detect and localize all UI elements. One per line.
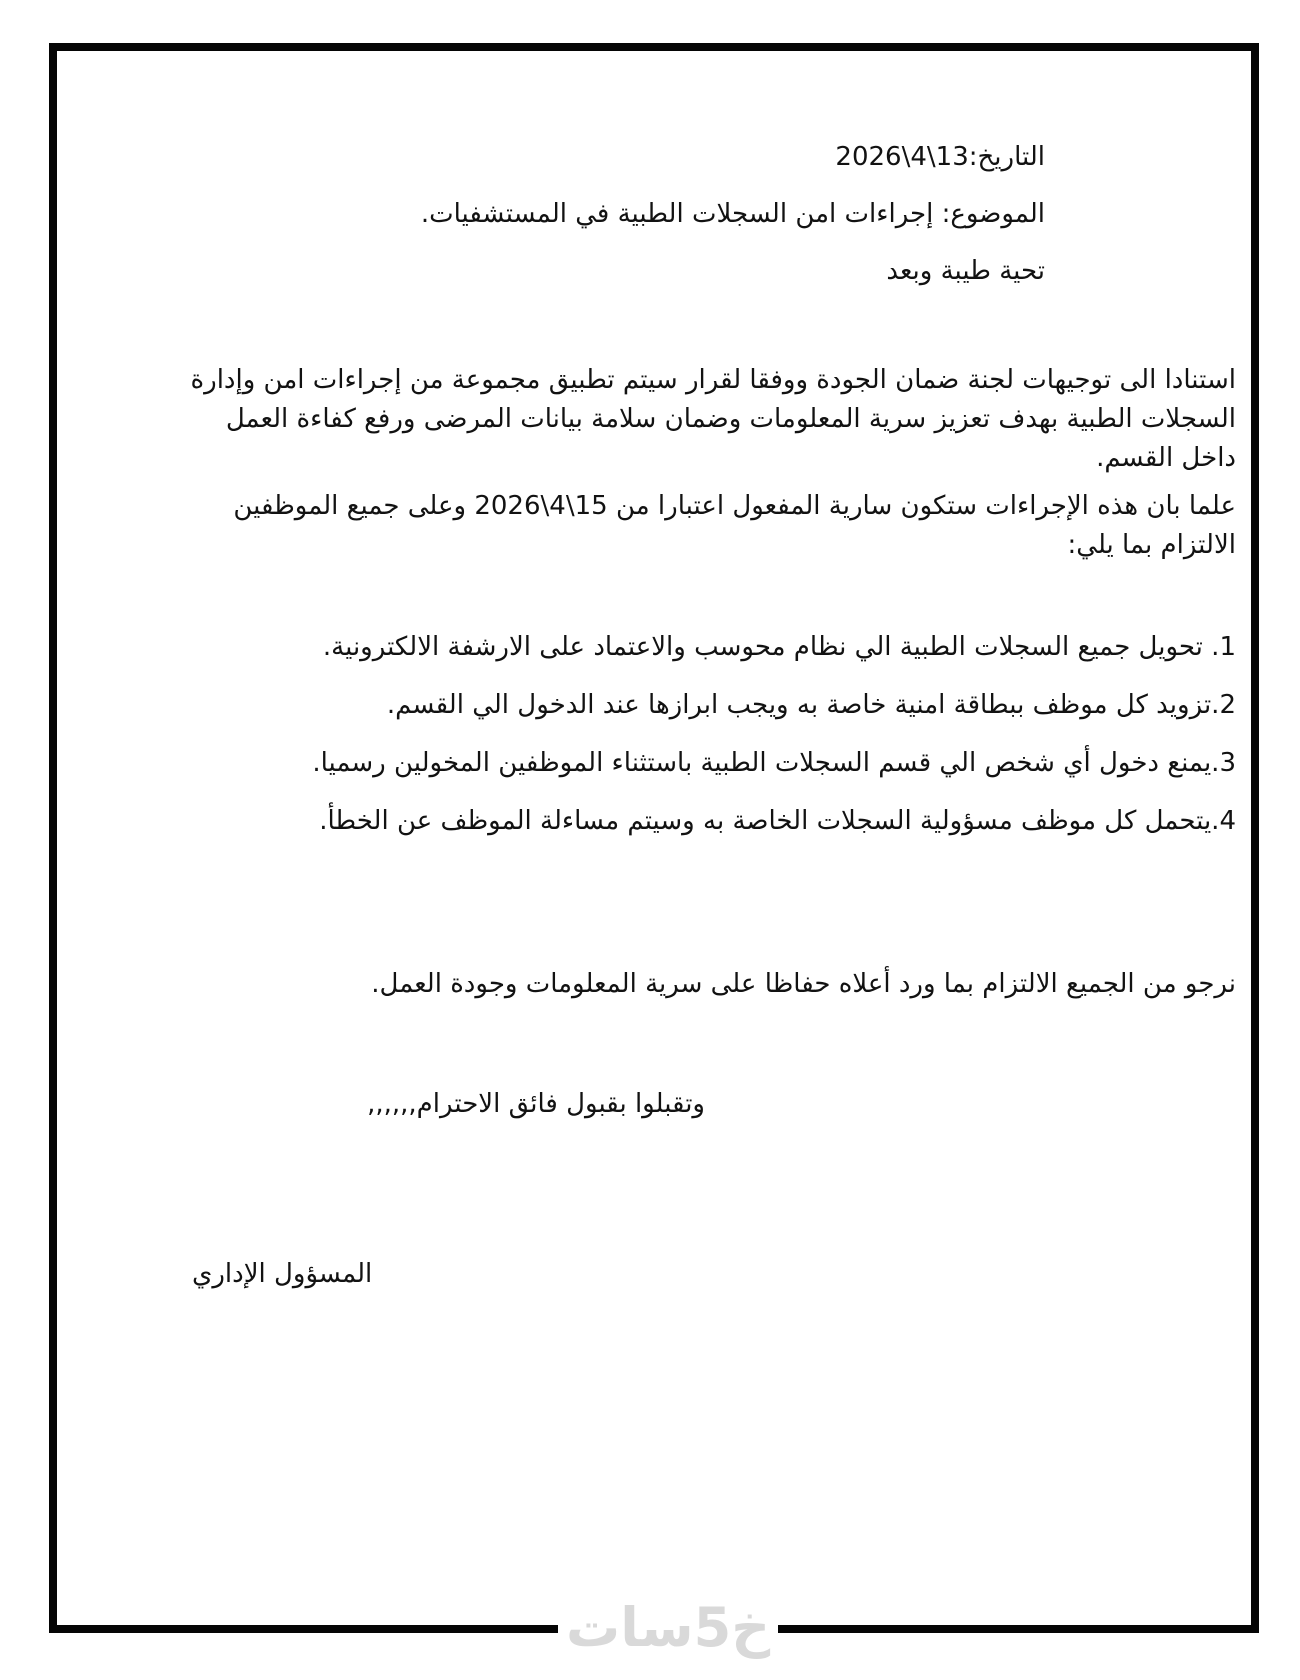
procedures-list [177,628,1236,841]
letter-body [57,51,1251,1625]
effective-date-paragraph: علما بان هذه الإجراءات ستكون سارية المفعول اعتبارا من 15\4\2026 وعلى جميع الموظفين الالتزام بما يلي: [233,491,1236,560]
khamsat-watermark: خ5سات [558,1593,778,1663]
procedure-item-2: 2.تزويد كل موظف ببطاقة امنية خاصة به ويجب ابرازها عند الدخول الي القسم. [386,690,1236,720]
request-line: نرجو من الجميع الالتزام بما ورد أعلاه حفاظا على سرية المعلومات وجودة العمل. [371,969,1236,999]
subject-line: الموضوع: إجراءات امن السجلات الطبية في المستشفيات. [420,199,1045,229]
procedure-item-4: 4.يتحمل كل موظف مسؤولية السجلات الخاصة به وسيتم مساءلة الموظف عن الخطأ. [319,806,1236,836]
signature: المسؤول الإداري [192,1259,373,1289]
letter-header [177,137,1236,291]
closing-line: وتقبلوا بقبول فائق الاحترام,,,,,, [367,1089,705,1119]
procedure-item-3: 3.يمنع دخول أي شخص الي قسم السجلات الطبية باستثناء الموظفين المخولين رسميا. [312,748,1236,778]
date-line: التاريخ:13\4\2026 [835,142,1045,172]
procedure-item-1: 1. تحويل جميع السجلات الطبية الي نظام محوسب والاعتماد على الارشفة الالكترونية. [322,632,1236,662]
greeting-line: تحية طيبة وبعد [886,256,1045,286]
page-frame [49,43,1259,1633]
intro-paragraph: استنادا الى توجيهات لجنة ضمان الجودة ووفقا لقرار سيتم تطبيق مجموعة من إجراءات امن وإدارة السجلات الطبية بهدف تعزيز سرية المعلومات وضمان سلامة بيانات المرضى ورفع كفاءة العمل داخل القسم. [190,365,1236,473]
